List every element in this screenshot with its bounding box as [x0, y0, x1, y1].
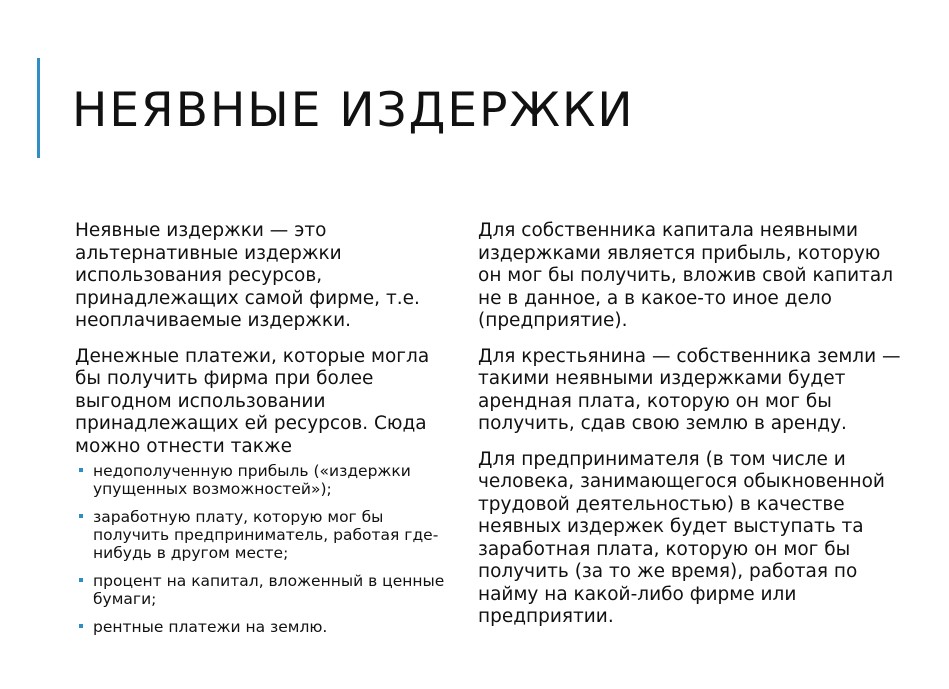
slide-title: НЕЯВНЫЕ ИЗДЕРЖКИ: [72, 83, 635, 138]
list-item: [75, 572, 455, 608]
bullet-icon: [79, 624, 83, 628]
list-item: [75, 462, 455, 498]
bullet-list: [75, 462, 455, 636]
left-paragraph-payments: Денежные платежи, которые могла бы получить фирма при более выгодном использовании принадлежащих ей ресурсов. Сюда можно отнести также: [75, 345, 430, 457]
list-item-text: рентные платежи на землю.: [93, 618, 328, 636]
bullet-icon: [79, 468, 83, 472]
bullet-icon: [79, 514, 83, 518]
right-paragraph-land-owner: Для крестьянина — собственника земли — такими неявными издержками будет арендная плата, которую он мог бы получить, сдав свою землю в аренду.: [478, 345, 901, 434]
list-item-text: процент на капитал, вложенный в ценные бумаги;: [93, 572, 445, 608]
title-accent-bar: [37, 58, 40, 158]
left-paragraph-definition: Неявные издержки — это альтернативные издержки использования ресурсов, принадлежащих самой фирме, т.е. неоплачиваемые издержки.: [75, 220, 420, 331]
left-column: [75, 220, 455, 646]
list-item-text: недополученную прибыль («издержки упущенных возможностей»);: [93, 462, 411, 498]
right-paragraph-capital-owner: Для собственника капитала неявными издержками является прибыль, которую он мог бы получить, вложив свой капитал не в данное, а в какое-то иное дело (предприятие).: [478, 220, 894, 331]
right-paragraph-entrepreneur: Для предпринимателя (в том числе и человека, занимающегося обыкновенной трудовой деятельностью) в качестве неявных издержек будет выступать та заработная плата, которую он мог бы получить (за то же время), работая по найму на какой-либо фирме или предприятии.: [478, 448, 885, 627]
right-column: [478, 220, 903, 642]
list-item: [75, 508, 455, 562]
list-item-text: заработную плату, которую мог бы получить предприниматель, работая где-нибудь в другом месте;: [93, 508, 439, 562]
list-item: [75, 618, 455, 636]
bullet-icon: [79, 578, 83, 582]
